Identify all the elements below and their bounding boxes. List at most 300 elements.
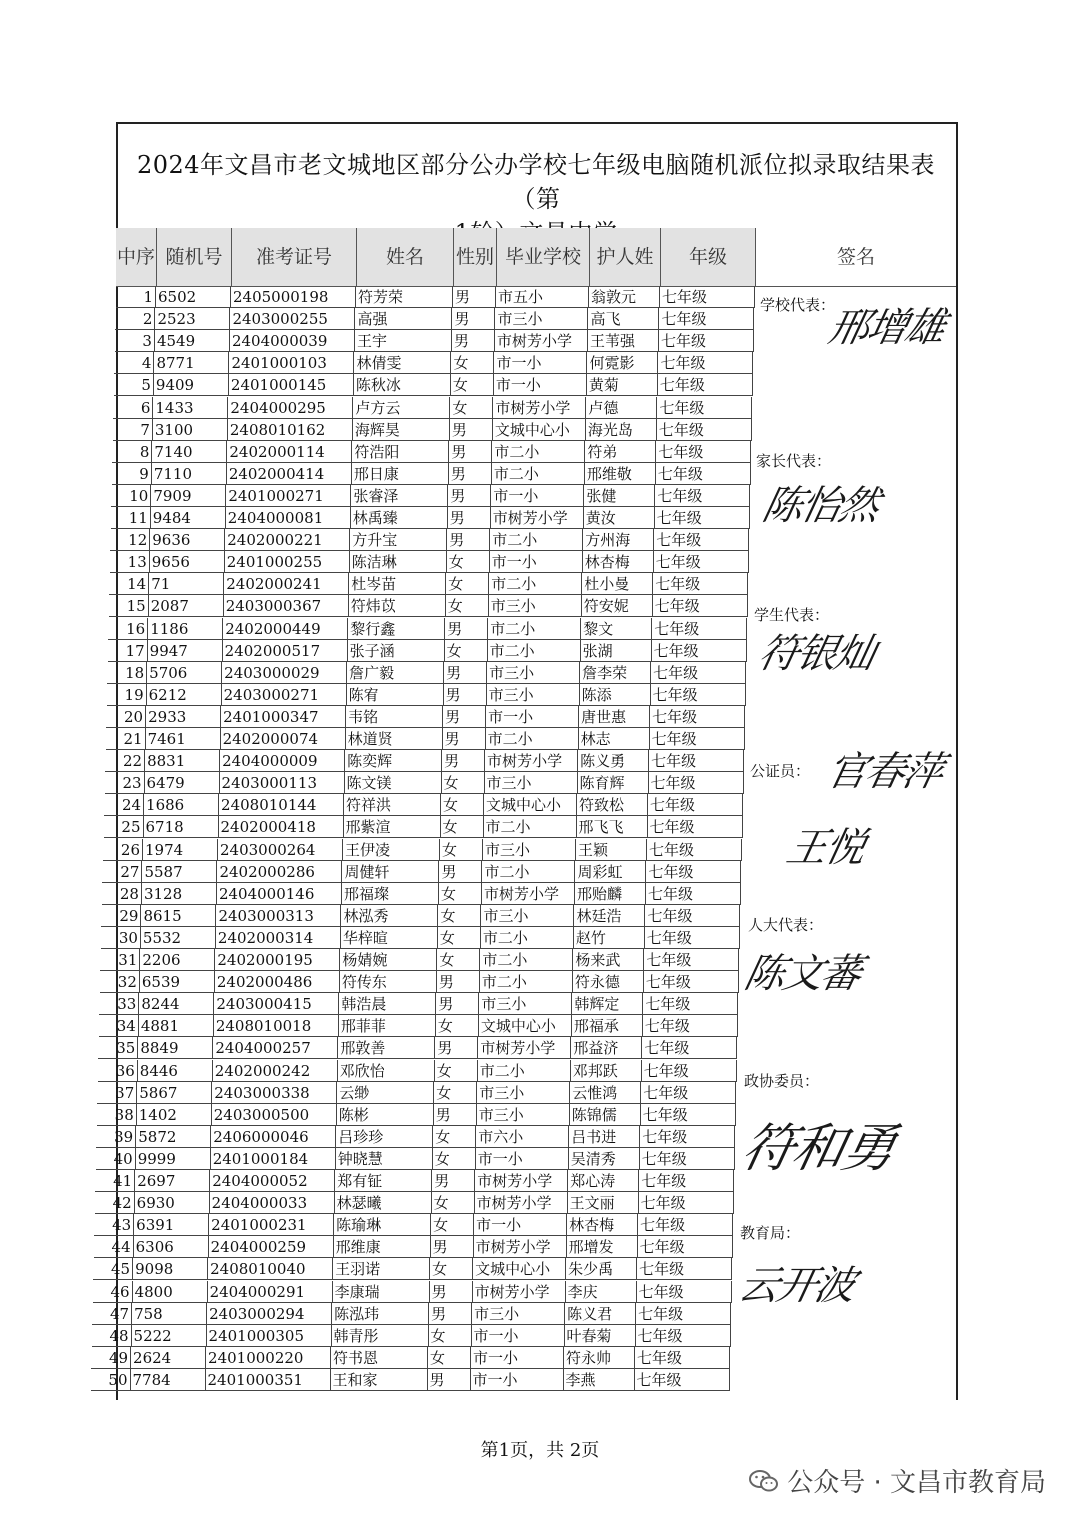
row-student-name: 海辉昊 xyxy=(353,419,450,441)
row-random-no: 8244 xyxy=(139,993,214,1015)
row-school: 市三小 xyxy=(479,993,572,1015)
row-exam-no: 2403000367 xyxy=(224,595,349,617)
row-student-name: 邢菲菲 xyxy=(339,1015,436,1037)
row-seq: 27 xyxy=(102,861,142,883)
row-exam-no: 2401000103 xyxy=(229,352,354,374)
row-random-no: 8849 xyxy=(138,1037,213,1059)
row-grade: 七年级 xyxy=(654,529,749,551)
row-seq: 31 xyxy=(100,949,140,971)
row-school: 市一小 xyxy=(491,485,584,507)
row-random-no: 6306 xyxy=(134,1236,209,1258)
row-exam-no: 2406000046 xyxy=(211,1126,336,1148)
row-student-name: 王伊凌 xyxy=(343,839,440,861)
row-guardian: 陈义君 xyxy=(565,1303,636,1325)
row-gender: 女 xyxy=(441,794,484,816)
row-grade: 七年级 xyxy=(638,1214,733,1236)
row-student-name: 邢维康 xyxy=(334,1236,431,1258)
row-student-name: 云缈 xyxy=(337,1082,434,1104)
row-school: 市一小 xyxy=(494,374,587,396)
row-grade: 七年级 xyxy=(635,1369,730,1391)
row-gender: 女 xyxy=(438,905,481,927)
row-seq: 49 xyxy=(91,1347,131,1369)
row-guardian: 符永帅 xyxy=(564,1347,635,1369)
row-random-no: 9409 xyxy=(154,374,229,396)
row-grade: 七年级 xyxy=(635,1347,730,1369)
row-exam-no: 2404000259 xyxy=(209,1236,334,1258)
row-student-name: 陈秋冰 xyxy=(354,374,451,396)
row-gender: 女 xyxy=(435,1060,478,1082)
row-grade: 七年级 xyxy=(640,1148,735,1170)
row-guardian: 李燕 xyxy=(564,1369,635,1391)
row-school: 市三小 xyxy=(483,839,576,861)
row-guardian: 高飞 xyxy=(588,308,659,330)
row-grade: 七年级 xyxy=(649,772,744,794)
sign-label-cppcc: 政协委员： xyxy=(744,1072,820,1090)
row-exam-no: 2401000231 xyxy=(209,1214,334,1236)
row-gender: 男 xyxy=(449,441,492,463)
row-student-name: 周健轩 xyxy=(342,861,439,883)
sign-label-school: 学校代表： xyxy=(760,296,836,314)
row-grade: 七年级 xyxy=(651,684,746,706)
row-exam-no: 2404000033 xyxy=(210,1192,335,1214)
row-grade: 七年级 xyxy=(655,485,750,507)
row-guardian: 张健 xyxy=(584,485,655,507)
row-random-no: 1433 xyxy=(153,397,228,419)
row-seq: 10 xyxy=(111,485,151,507)
row-gender: 男 xyxy=(430,1281,473,1303)
row-grade: 七年级 xyxy=(652,618,747,640)
row-guardian: 周彩虹 xyxy=(575,861,646,883)
row-gender: 女 xyxy=(439,883,482,905)
row-guardian: 林杏梅 xyxy=(567,1214,638,1236)
row-school: 市一小 xyxy=(474,1214,567,1236)
row-gender: 男 xyxy=(443,728,486,750)
row-gender: 男 xyxy=(453,286,496,308)
signature-parent: 陈怡然 xyxy=(758,483,883,529)
row-gender: 女 xyxy=(432,1192,475,1214)
row-student-name: 韩浩晨 xyxy=(339,993,436,1015)
row-school: 市树芳小学 xyxy=(478,1037,571,1059)
row-student-name: 郑有钲 xyxy=(335,1170,432,1192)
row-school: 市三小 xyxy=(495,308,588,330)
row-exam-no: 2404000039 xyxy=(230,330,355,352)
sign-label-student: 学生代表： xyxy=(754,606,830,624)
row-gender: 男 xyxy=(435,1037,478,1059)
row-exam-no: 2401000145 xyxy=(229,374,354,396)
row-student-name: 符书恩 xyxy=(331,1347,428,1369)
row-exam-no: 2402000114 xyxy=(227,441,352,463)
row-school: 市三小 xyxy=(477,1082,570,1104)
row-grade: 七年级 xyxy=(652,640,747,662)
row-seq: 34 xyxy=(99,1015,139,1037)
row-exam-no: 2402000195 xyxy=(215,949,340,971)
row-guardian: 王苇强 xyxy=(588,330,659,352)
row-student-name: 符炜苡 xyxy=(349,595,446,617)
row-exam-no: 2404000146 xyxy=(217,883,342,905)
row-student-name: 林倩雯 xyxy=(354,352,451,374)
row-student-name: 华梓暄 xyxy=(341,927,438,949)
row-school: 市树芳小学 xyxy=(475,1170,568,1192)
row-seq: 28 xyxy=(102,883,142,905)
row-seq: 5 xyxy=(114,374,154,396)
row-school: 市树芳小学 xyxy=(491,507,584,529)
row-gender: 女 xyxy=(451,374,494,396)
row-gender: 男 xyxy=(429,1303,472,1325)
row-gender: 男 xyxy=(436,993,479,1015)
signature-notary-1: 官春萍 xyxy=(822,749,947,795)
row-exam-no: 2401000305 xyxy=(207,1325,332,1347)
row-guardian: 杜小曼 xyxy=(582,573,653,595)
row-student-name: 黎行鑫 xyxy=(348,618,445,640)
row-student-name: 陈文镁 xyxy=(345,772,442,794)
row-school: 市一小 xyxy=(471,1369,564,1391)
row-gender: 男 xyxy=(434,1104,477,1126)
row-student-name: 王宇 xyxy=(355,330,452,352)
row-seq: 45 xyxy=(93,1258,133,1280)
row-grade: 七年级 xyxy=(643,993,738,1015)
header-signature: 签名 xyxy=(756,228,956,287)
row-school: 市树芳小学 xyxy=(493,397,586,419)
row-exam-no: 2404000257 xyxy=(213,1037,338,1059)
row-gender: 女 xyxy=(445,640,488,662)
row-exam-no: 2404000081 xyxy=(226,507,351,529)
row-school: 市树芳小学 xyxy=(475,1192,568,1214)
row-school: 市二小 xyxy=(488,640,581,662)
row-gender: 女 xyxy=(431,1214,474,1236)
row-random-no: 6502 xyxy=(156,286,231,308)
row-school: 市树芳小学 xyxy=(474,1236,567,1258)
row-gender: 女 xyxy=(438,927,481,949)
row-school: 文城中心小 xyxy=(493,419,586,441)
row-school: 市树芳小学 xyxy=(495,330,588,352)
row-student-name: 王和家 xyxy=(331,1369,428,1391)
row-gender: 女 xyxy=(437,949,480,971)
header-seq: 中序 xyxy=(116,228,157,287)
row-exam-no: 2401000255 xyxy=(225,551,350,573)
row-guardian: 吴清秀 xyxy=(569,1148,640,1170)
row-guardian: 邓邦跃 xyxy=(571,1060,642,1082)
row-school: 市二小 xyxy=(486,728,579,750)
row-grade: 七年级 xyxy=(648,794,743,816)
row-seq: 26 xyxy=(103,839,143,861)
row-student-name: 陈泓玮 xyxy=(332,1303,429,1325)
row-student-name: 符浩阳 xyxy=(352,441,449,463)
row-random-no: 1402 xyxy=(137,1104,212,1126)
row-seq: 15 xyxy=(109,595,149,617)
row-random-no: 3100 xyxy=(153,419,228,441)
row-exam-no: 2403000415 xyxy=(214,993,339,1015)
row-gender: 女 xyxy=(441,816,484,838)
row-random-no: 2206 xyxy=(140,949,215,971)
row-exam-no: 2402000486 xyxy=(215,971,340,993)
row-school: 市二小 xyxy=(481,927,574,949)
row-student-name: 钟晓慧 xyxy=(336,1148,433,1170)
header-school: 毕业学校 xyxy=(497,228,590,287)
row-seq: 37 xyxy=(97,1082,137,1104)
row-grade: 七年级 xyxy=(657,397,752,419)
row-seq: 12 xyxy=(110,529,150,551)
row-grade: 七年级 xyxy=(658,352,753,374)
row-random-no: 5532 xyxy=(141,927,216,949)
row-exam-no: 2403000313 xyxy=(216,905,341,927)
row-exam-no: 2402000241 xyxy=(224,573,349,595)
row-school: 市一小 xyxy=(494,352,587,374)
row-random-no: 9656 xyxy=(150,551,225,573)
row-seq: 43 xyxy=(94,1214,134,1236)
signature-student: 符银灿 xyxy=(754,631,879,677)
signature-column xyxy=(734,286,956,1396)
row-grade: 七年级 xyxy=(646,883,741,905)
row-random-no: 6391 xyxy=(134,1214,209,1236)
row-seq: 17 xyxy=(108,640,148,662)
row-guardian: 黎文 xyxy=(581,618,652,640)
row-school: 市二小 xyxy=(480,949,573,971)
row-school: 市三小 xyxy=(487,662,580,684)
row-student-name: 李康瑞 xyxy=(333,1281,430,1303)
row-random-no: 2624 xyxy=(131,1347,206,1369)
row-guardian: 黄菊 xyxy=(587,374,658,396)
row-guardian: 邢维敬 xyxy=(585,463,656,485)
row-guardian: 叶春菊 xyxy=(565,1325,636,1347)
row-seq: 8 xyxy=(112,441,152,463)
row-guardian: 陈添 xyxy=(580,684,651,706)
row-gender: 男 xyxy=(444,684,487,706)
row-guardian: 邢益济 xyxy=(571,1037,642,1059)
row-student-name: 邓欣怡 xyxy=(338,1060,435,1082)
row-seq: 32 xyxy=(100,971,140,993)
row-exam-no: 2402000074 xyxy=(221,728,346,750)
row-exam-no: 2405000198 xyxy=(231,286,356,308)
row-random-no: 7909 xyxy=(151,485,226,507)
row-student-name: 方升宝 xyxy=(350,529,447,551)
row-seq: 22 xyxy=(105,750,145,772)
row-seq: 25 xyxy=(104,816,144,838)
row-exam-no: 2404000291 xyxy=(208,1281,333,1303)
row-gender: 女 xyxy=(434,1082,477,1104)
row-guardian: 陈义勇 xyxy=(578,750,649,772)
row-seq: 48 xyxy=(92,1325,132,1347)
row-random-no: 7784 xyxy=(131,1369,206,1391)
row-student-name: 符传东 xyxy=(340,971,437,993)
row-school: 市五小 xyxy=(496,286,589,308)
row-gender: 女 xyxy=(429,1325,472,1347)
row-student-name: 陈瑜琳 xyxy=(334,1214,431,1236)
row-grade: 七年级 xyxy=(651,662,746,684)
row-exam-no: 2403000029 xyxy=(222,662,347,684)
sign-label-npc: 人大代表： xyxy=(748,916,824,934)
row-seq: 41 xyxy=(95,1170,135,1192)
row-random-no: 4881 xyxy=(139,1015,214,1037)
wechat-icon xyxy=(749,1469,779,1493)
row-grade: 七年级 xyxy=(648,816,743,838)
row-guardian: 云惟鸿 xyxy=(570,1082,641,1104)
row-exam-no: 2401000347 xyxy=(221,706,346,728)
row-grade: 七年级 xyxy=(636,1325,731,1347)
row-gender: 女 xyxy=(451,352,494,374)
row-gender: 女 xyxy=(442,772,485,794)
row-student-name: 邢敦善 xyxy=(338,1037,435,1059)
row-guardian: 方州海 xyxy=(583,529,654,551)
row-random-no: 5872 xyxy=(136,1126,211,1148)
signature-cppcc: 符和勇 xyxy=(736,1119,900,1179)
header-random-no: 随机号 xyxy=(157,228,232,287)
row-guardian: 张湖 xyxy=(581,640,652,662)
row-random-no: 5587 xyxy=(142,861,217,883)
row-school: 市二小 xyxy=(480,971,573,993)
row-school: 市树芳小学 xyxy=(485,750,578,772)
row-grade: 七年级 xyxy=(655,507,750,529)
signature-notary-2: 王悦 xyxy=(782,825,869,871)
row-seq: 4 xyxy=(114,352,154,374)
row-random-no: 8446 xyxy=(138,1060,213,1082)
row-gender: 男 xyxy=(431,1236,474,1258)
row-guardian: 杨来武 xyxy=(573,949,644,971)
row-guardian: 何霓影 xyxy=(587,352,658,374)
row-gender: 男 xyxy=(443,706,486,728)
row-student-name: 张睿泽 xyxy=(351,485,448,507)
page-footer: 第1页，共 2页 xyxy=(480,1440,600,1461)
row-student-name: 邢日康 xyxy=(352,463,449,485)
row-exam-no: 2402000414 xyxy=(227,463,352,485)
row-exam-no: 2403000113 xyxy=(220,772,345,794)
row-student-name: 杜岑苗 xyxy=(349,573,446,595)
row-exam-no: 2401000184 xyxy=(211,1148,336,1170)
row-student-name: 吕珍珍 xyxy=(336,1126,433,1148)
row-grade: 七年级 xyxy=(643,1015,738,1037)
row-seq: 9 xyxy=(112,463,152,485)
row-school: 市三小 xyxy=(481,905,574,927)
row-exam-no: 2408010144 xyxy=(219,794,344,816)
row-seq: 38 xyxy=(97,1104,137,1126)
row-student-name: 邢紫渲 xyxy=(344,816,441,838)
row-grade: 七年级 xyxy=(640,1126,735,1148)
row-exam-no: 2402000517 xyxy=(223,640,348,662)
row-guardian: 林杏梅 xyxy=(583,551,654,573)
row-random-no: 1686 xyxy=(144,794,219,816)
row-school: 市二小 xyxy=(488,618,581,640)
row-random-no: 5706 xyxy=(147,662,222,684)
row-gender: 女 xyxy=(436,1015,479,1037)
row-exam-no: 2403000271 xyxy=(222,684,347,706)
row-seq: 29 xyxy=(101,905,141,927)
sign-label-edu: 教育局： xyxy=(740,1224,801,1242)
row-student-name: 韦铭 xyxy=(346,706,443,728)
row-seq: 19 xyxy=(107,684,147,706)
row-school: 市二小 xyxy=(492,441,585,463)
watermark xyxy=(749,1462,1046,1499)
row-student-name: 林道贤 xyxy=(346,728,443,750)
row-guardian: 符永德 xyxy=(573,971,644,993)
row-student-name: 王羽诺 xyxy=(333,1258,430,1280)
row-guardian: 唐世惠 xyxy=(579,706,650,728)
row-random-no: 5222 xyxy=(132,1325,207,1347)
row-gender: 女 xyxy=(430,1258,473,1280)
row-grade: 七年级 xyxy=(637,1258,732,1280)
row-random-no: 9484 xyxy=(151,507,226,529)
row-grade: 七年级 xyxy=(658,374,753,396)
row-exam-no: 2408010040 xyxy=(208,1258,333,1280)
row-gender: 男 xyxy=(452,330,495,352)
row-random-no: 1186 xyxy=(148,618,223,640)
row-seq: 36 xyxy=(98,1060,138,1082)
row-grade: 七年级 xyxy=(639,1192,734,1214)
row-student-name: 杨婧婉 xyxy=(340,949,437,971)
row-student-name: 张子涵 xyxy=(348,640,445,662)
row-grade: 七年级 xyxy=(660,286,755,308)
row-seq: 33 xyxy=(99,993,139,1015)
row-student-name: 韩青彤 xyxy=(332,1325,429,1347)
row-school: 市三小 xyxy=(489,595,582,617)
row-random-no: 4549 xyxy=(155,330,230,352)
row-guardian: 邢福承 xyxy=(572,1015,643,1037)
row-student-name: 邢福璨 xyxy=(342,883,439,905)
row-exam-no: 2402000242 xyxy=(213,1060,338,1082)
row-random-no: 3128 xyxy=(142,883,217,905)
row-exam-no: 2403000264 xyxy=(218,839,343,861)
sign-label-parent: 家长代表： xyxy=(756,452,832,470)
row-random-no: 6539 xyxy=(140,971,215,993)
row-exam-no: 2404000009 xyxy=(220,750,345,772)
row-gender: 男 xyxy=(445,618,488,640)
row-grade: 七年级 xyxy=(636,1303,731,1325)
row-gender: 男 xyxy=(447,529,490,551)
row-seq: 40 xyxy=(96,1148,136,1170)
row-grade: 七年级 xyxy=(654,551,749,573)
row-exam-no: 2402000221 xyxy=(225,529,350,551)
row-grade: 七年级 xyxy=(645,927,740,949)
row-school: 市六小 xyxy=(476,1126,569,1148)
row-random-no: 6718 xyxy=(144,816,219,838)
header-exam-no: 准考证号 xyxy=(232,228,357,287)
row-guardian: 赵竹 xyxy=(574,927,645,949)
row-gender: 男 xyxy=(432,1170,475,1192)
row-exam-no: 2401000271 xyxy=(226,485,351,507)
row-exam-no: 2401000351 xyxy=(206,1369,331,1391)
row-school: 文城中心小 xyxy=(479,1015,572,1037)
header-name: 姓名 xyxy=(357,228,454,287)
row-grade: 七年级 xyxy=(638,1236,733,1258)
signature-edu: 云开波 xyxy=(734,1263,859,1309)
row-school: 市一小 xyxy=(471,1347,564,1369)
row-gender: 男 xyxy=(448,485,491,507)
row-seq: 46 xyxy=(93,1281,133,1303)
row-seq: 50 xyxy=(91,1369,131,1391)
row-seq: 21 xyxy=(106,728,146,750)
row-guardian: 黄汝 xyxy=(584,507,655,529)
row-student-name: 陈奕辉 xyxy=(345,750,442,772)
header-grade: 年级 xyxy=(661,228,756,287)
table-header xyxy=(116,228,956,286)
row-exam-no: 2408010162 xyxy=(228,419,353,441)
row-gender: 男 xyxy=(450,419,493,441)
row-gender: 男 xyxy=(452,308,495,330)
row-guardian: 詹李荣 xyxy=(580,662,651,684)
row-gender: 女 xyxy=(450,397,493,419)
row-school: 市二小 xyxy=(478,1060,571,1082)
row-student-name: 陈洁琳 xyxy=(350,551,447,573)
row-student-name: 高强 xyxy=(355,308,452,330)
row-seq: 23 xyxy=(105,772,145,794)
row-grade: 七年级 xyxy=(642,1060,737,1082)
row-gender: 女 xyxy=(433,1148,476,1170)
row-guardian: 朱少禹 xyxy=(566,1258,637,1280)
row-guardian: 邢贻麟 xyxy=(575,883,646,905)
row-guardian: 王颖 xyxy=(576,839,647,861)
row-grade: 七年级 xyxy=(642,1037,737,1059)
row-grade: 七年级 xyxy=(659,308,754,330)
row-guardian: 陈育辉 xyxy=(578,772,649,794)
row-gender: 男 xyxy=(437,971,480,993)
